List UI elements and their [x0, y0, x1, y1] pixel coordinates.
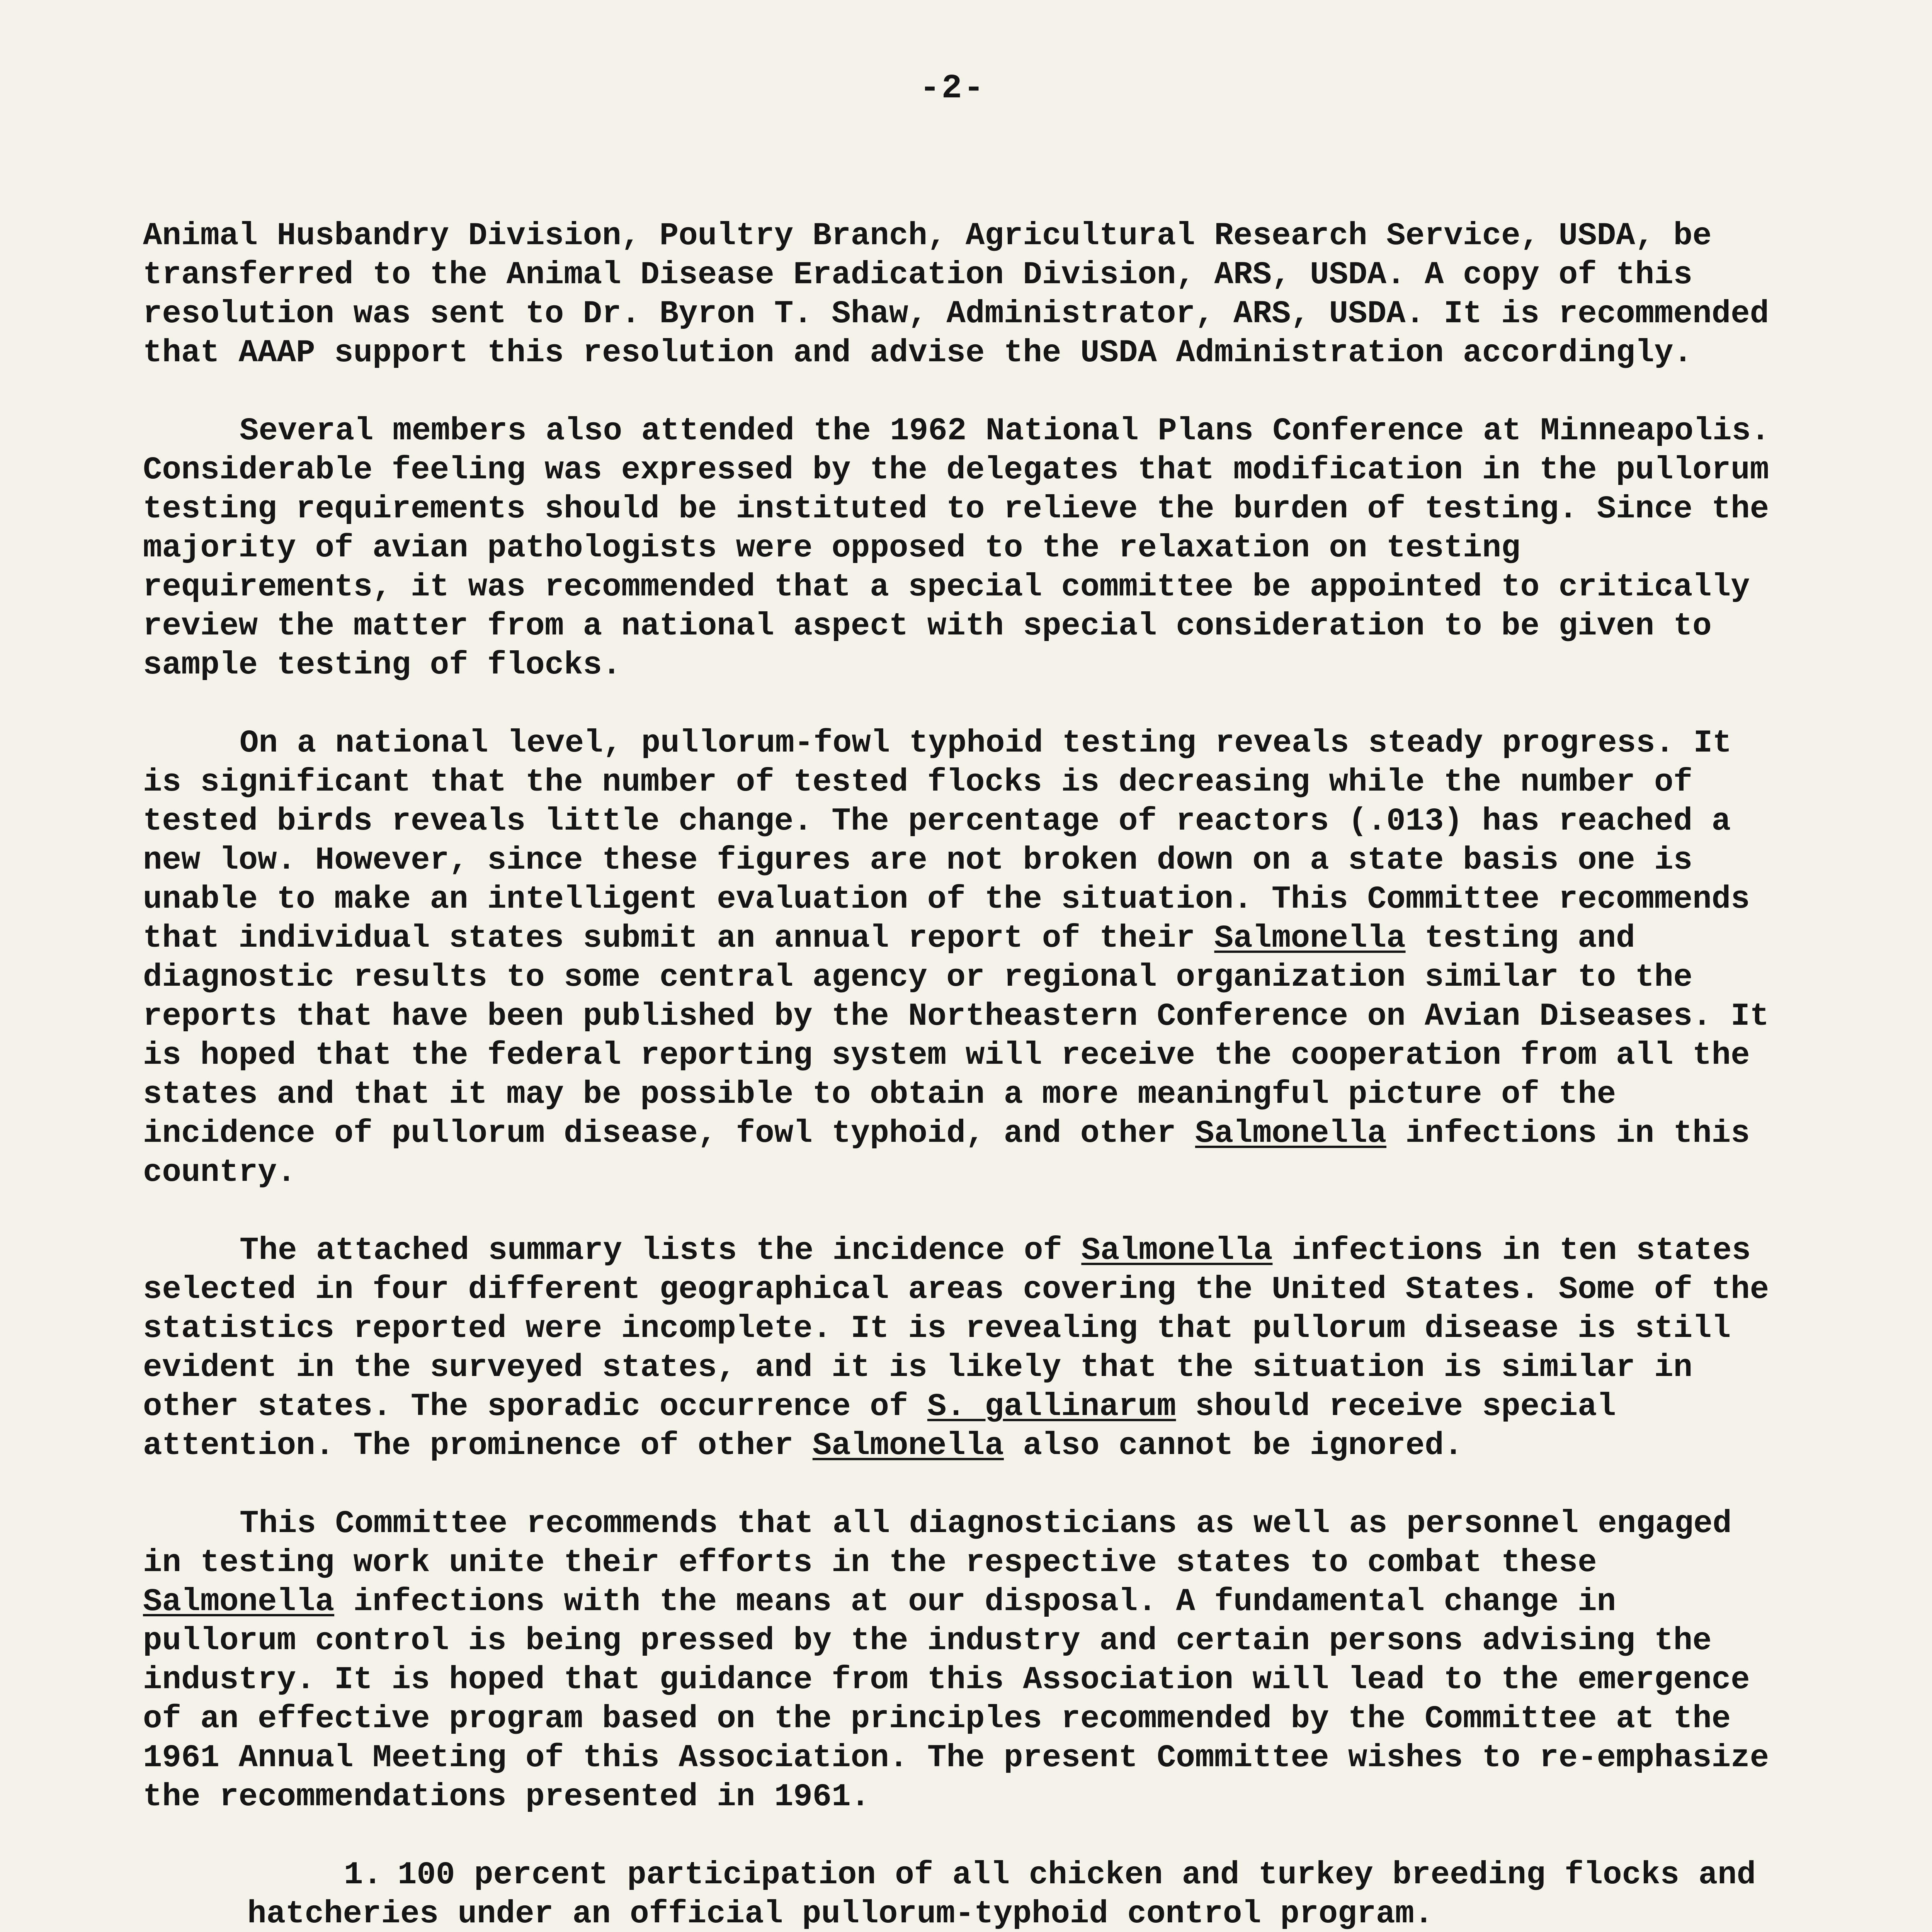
recommendation-item [143, 1855, 1781, 1932]
body-text [143, 216, 1781, 1932]
page-number: -2- [920, 70, 986, 108]
text-span: infections in ten states selected in four different geographical areas covering the United States. Some of the statistics reported were incomplete. It is revealing that pullorum disease is still evident in the surveyed states, and it is likely that the situation is similar in other states. The sporadic occurrence of [143, 1232, 1769, 1425]
text-span: should receive special attention. The prominence of other [143, 1388, 1616, 1464]
paragraph-attached-summary [143, 1231, 1781, 1465]
recommendation-text: 100 percent participation of all chicken and turkey breeding flocks and hatcheries under an official pullorum-typhoid control program. [247, 1857, 1756, 1932]
text-span: infections in this country. [143, 1115, 1750, 1190]
paragraph-resolution: Animal Husbandry Division, Poultry Branch, Agricultural Research Service, USDA, be transferred to the Animal Disease Eradication Division, ARS, USDA. A copy of this resolution was sent to Dr. Byron T. Shaw, Administrator, ARS, USDA. It is recommended that AAAP support this resolution and advise the USDA Administration accordingly. [143, 218, 1769, 371]
italic-term-salmonella: Salmonella [1081, 1232, 1273, 1269]
text-span: also cannot be ignored. [1003, 1427, 1463, 1464]
paragraph-committee-recommends [143, 1504, 1781, 1816]
italic-term-salmonella: Salmonella [143, 1583, 335, 1620]
italic-term-s-gallinarum: S. gallinarum [927, 1388, 1176, 1425]
recommendations-list [143, 1855, 1781, 1932]
italic-term-salmonella: Salmonella [812, 1427, 1004, 1464]
paragraph-national-plans-conference: Several members also attended the 1962 National Plans Conference at Minneapolis. Considerable feeling was expressed by the delegates that modification in the pullorum testing requirements should be instituted to relieve the burden of testing. Since the majority of avian pathologists were opposed to the relaxation on testing requirements, it was recommended that a special committee be appointed to critically review the matter from a national aspect with special consideration to be given to sample testing of flocks. [143, 413, 1770, 683]
paragraph-national-testing [143, 724, 1781, 1192]
text-span: This Committee recommends that all diagnosticians as well as personnel engaged in testing work unite their efforts in the respective states to combat these [143, 1505, 1732, 1581]
italic-term-salmonella: Salmonella [1195, 1115, 1387, 1151]
text-span: infections with the means at our disposal. A fundamental change in pullorum control is being pressed by the industry and certain persons advising the industry. It is hoped that guidance from this Association will lead to the emergence of an effective program based on the principles recommended by the Committee at the 1961 Annual Meeting of this Association. The present Committee wishes to re-emphasize the recommendations presented in 1961. [143, 1583, 1769, 1815]
text-span: testing and diagnostic results to some central agency or regional organization similar to the reports that have been published by the Northeastern Conference on Avian Diseases. It is hoped that the federal reporting system will receive the cooperation from all the states and that it may be possible to obtain a more meaningful picture of the incidence of pullorum disease, fowl typhoid, and other [143, 920, 1769, 1151]
italic-term-salmonella: Salmonella [1214, 920, 1406, 956]
text-span: The attached summary lists the incidence of [240, 1232, 1082, 1269]
text-span: On a national level, pullorum-fowl typhoid testing reveals steady progress. It is significant that the number of tested flocks is decreasing while the number of tested birds reveals little change. The percentage of reactors (.013) has reached a new low. However, since these figures are not broken down on a state basis one is unable to make an intelligent evaluation of the situation. This Committee recommends that individual states submit an annual report of their [143, 725, 1750, 956]
recommendation-number: 1. [344, 1857, 383, 1893]
